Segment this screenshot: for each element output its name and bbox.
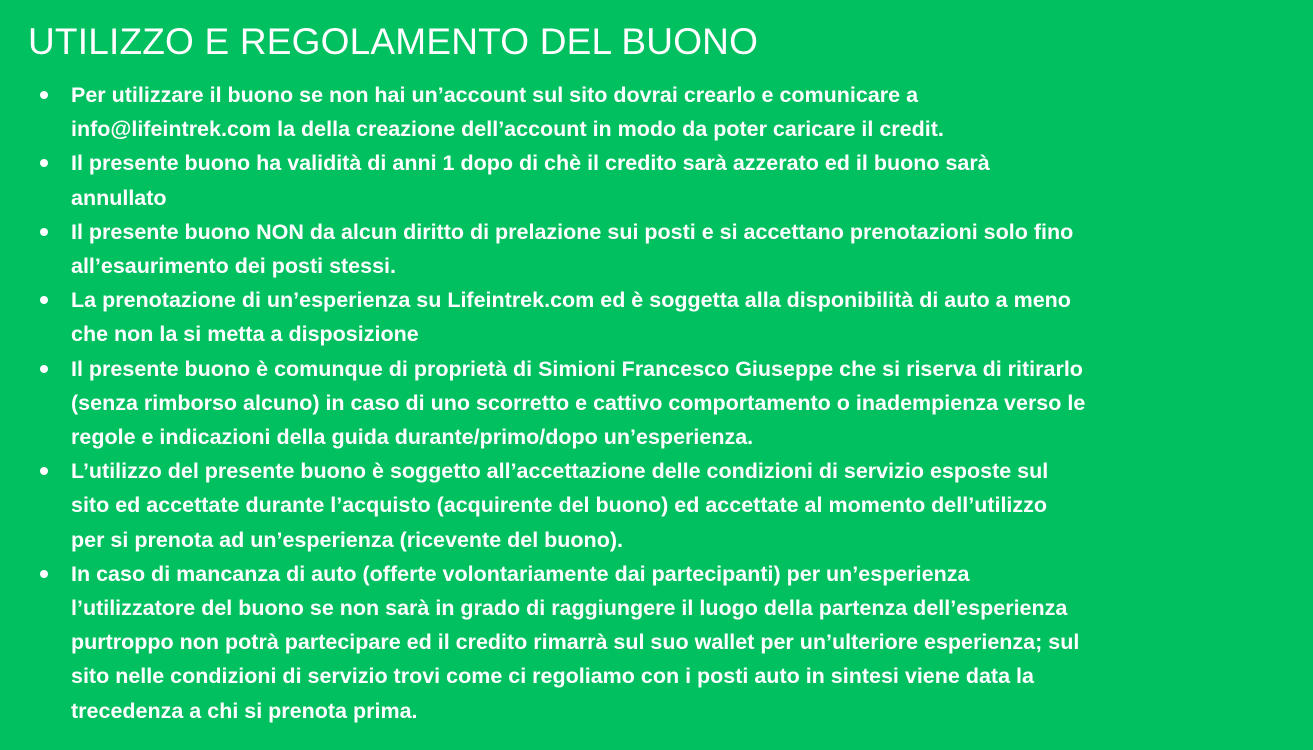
- rule-item-3: [36, 215, 1306, 283]
- rule-line: Il presente buono ha validità di anni 1 dopo di chè il credito sarà azzerato ed il buono sarà: [71, 151, 990, 176]
- bullet-dot-icon: [40, 296, 48, 304]
- rule-line: che non la si metta a disposizione: [71, 322, 419, 347]
- rule-line: annullato: [71, 185, 167, 210]
- rule-item-4: [36, 283, 1306, 351]
- rule-line: l’utilizzatore del buono se non sarà in grado di raggiungere il luogo della partenza dell’esperienza: [71, 596, 1068, 621]
- rule-item-6: [36, 454, 1306, 557]
- rules-list: [36, 78, 1306, 728]
- rule-line: La prenotazione di un’esperienza su Lifeintrek.com ed è soggetta alla disponibilità di auto a meno: [71, 288, 1071, 313]
- rule-line: Il presente buono è comunque di proprietà di Simioni Francesco Giuseppe che si riserva di ritirarlo: [71, 356, 1083, 381]
- bullet-dot-icon: [40, 228, 48, 236]
- rule-line: purtroppo non potrà partecipare ed il credito rimarrà sul suo wallet per un’ulteriore esperienza; sul: [71, 630, 1080, 655]
- bullet-dot-icon: [40, 570, 48, 578]
- bullet-dot-icon: [40, 365, 48, 373]
- rule-item-2: [36, 146, 1306, 214]
- bullet-dot-icon: [40, 91, 48, 99]
- rule-line: trecedenza a chi si prenota prima.: [71, 698, 418, 723]
- rule-line: sito ed accettate durante l’acquisto (acquirente del buono) ed accettate al momento dell’utilizzo: [71, 493, 1048, 518]
- rule-line: Il presente buono NON da alcun diritto di prelazione sui posti e si accettano prenotazioni solo fino: [71, 219, 1074, 244]
- rule-line: all’esaurimento dei posti stessi.: [71, 254, 396, 279]
- rule-line: Per utilizzare il buono se non hai un’account sul sito dovrai crearlo e comunicare a: [71, 83, 919, 107]
- bullet-dot-icon: [40, 467, 48, 475]
- rule-line: In caso di mancanza di auto (offerte volontariamente dai partecipanti) per un’esperienza: [71, 561, 970, 586]
- rule-item-7: [36, 557, 1306, 728]
- bullet-dot-icon: [40, 159, 48, 167]
- rule-line: (senza rimborso alcuno) in caso di uno scorretto e cattivo comportamento o inadempienza verso le: [71, 390, 1086, 415]
- rule-item-5: [36, 352, 1306, 455]
- page-title: UTILIZZO E REGOLAMENTO DEL BUONO: [28, 21, 759, 62]
- rule-line: per si prenota ad un’esperienza (ricevente del buono).: [71, 527, 623, 552]
- rule-line: info@lifeintrek.com la della creazione dell’account in modo da poter caricare il credit.: [71, 117, 944, 142]
- rule-line: regole e indicazioni della guida durante/primo/dopo un’esperienza.: [71, 425, 754, 450]
- rule-item-1: [36, 78, 1306, 146]
- rule-line: sito nelle condizioni di servizio trovi come ci regoliamo con i posti auto in sintesi viene data la: [71, 664, 1034, 689]
- rule-line: L’utilizzo del presente buono è soggetto all’accettazione delle condizioni di servizio esposte sul: [71, 459, 1049, 484]
